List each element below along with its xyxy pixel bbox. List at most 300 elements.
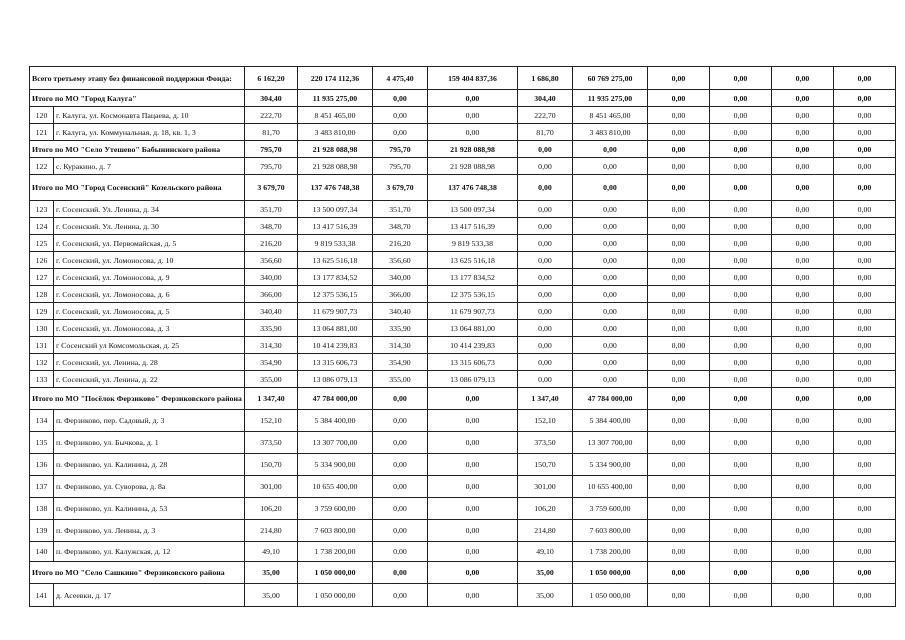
value-cell: 0,00 [710, 67, 772, 90]
value-cell: 47 784 000,00 [298, 388, 373, 410]
value-cell: 214,80 [245, 520, 298, 542]
value-cell: 304,40 [245, 90, 298, 107]
subtotal-label: Итого по МО "Город Калуга" [30, 90, 245, 107]
value-cell: 0,00 [648, 432, 710, 454]
value-cell: 795,70 [245, 141, 298, 158]
value-cell: 0,00 [710, 520, 772, 542]
row-number: 122 [30, 158, 54, 175]
row-number: 132 [30, 354, 54, 371]
value-cell: 0,00 [428, 410, 518, 432]
value-cell: 0,00 [772, 158, 834, 175]
value-cell: 356,60 [245, 252, 298, 269]
value-cell: 0,00 [373, 410, 428, 432]
value-cell: 0,00 [710, 388, 772, 410]
table-row [30, 124, 896, 141]
table-row [30, 286, 896, 303]
value-cell: 0,00 [834, 158, 896, 175]
value-cell: 0,00 [648, 252, 710, 269]
value-cell: 47 784 000,00 [573, 388, 648, 410]
value-cell: 0,00 [373, 584, 428, 607]
value-cell: 137 476 748,38 [428, 175, 518, 201]
value-cell: 0,00 [428, 498, 518, 520]
value-cell: 0,00 [373, 562, 428, 584]
value-cell: 0,00 [648, 158, 710, 175]
value-cell: 21 928 088,98 [298, 158, 373, 175]
value-cell: 0,00 [834, 235, 896, 252]
value-cell: 355,00 [373, 371, 428, 388]
address-cell: г. Сосенский, ул. Ленина, д. 28 [54, 354, 245, 371]
value-cell: 11 935 275,00 [573, 90, 648, 107]
value-cell: 0,00 [428, 90, 518, 107]
value-cell: 0,00 [834, 520, 896, 542]
value-cell: 0,00 [710, 498, 772, 520]
housing-program-table [29, 66, 896, 607]
address-cell: г. Сосенский, ул. Ломоносова, д. 10 [54, 252, 245, 269]
value-cell: 3 759 600,00 [298, 498, 373, 520]
value-cell: 0,00 [710, 584, 772, 607]
value-cell: 0,00 [648, 286, 710, 303]
value-cell: 0,00 [428, 454, 518, 476]
row-number: 130 [30, 320, 54, 337]
value-cell: 0,00 [772, 269, 834, 286]
value-cell: 21 928 088,98 [428, 141, 518, 158]
value-cell: 0,00 [834, 90, 896, 107]
value-cell: 0,00 [518, 235, 573, 252]
table-row [30, 337, 896, 354]
row-number: 139 [30, 520, 54, 542]
table-row [30, 269, 896, 286]
value-cell: 0,00 [518, 320, 573, 337]
value-cell: 0,00 [834, 107, 896, 124]
table-row [30, 476, 896, 498]
value-cell: 0,00 [573, 218, 648, 235]
value-cell: 0,00 [772, 303, 834, 320]
table-row [30, 201, 896, 218]
address-cell: г. Сосенский, ул. Ленина, д. 22 [54, 371, 245, 388]
row-number: 140 [30, 542, 54, 562]
value-cell: 301,00 [245, 476, 298, 498]
value-cell: 314,30 [373, 337, 428, 354]
value-cell: 0,00 [648, 269, 710, 286]
table-row [30, 354, 896, 371]
value-cell: 214,80 [518, 520, 573, 542]
value-cell: 0,00 [428, 107, 518, 124]
row-number: 127 [30, 269, 54, 286]
value-cell: 0,00 [648, 320, 710, 337]
value-cell: 1 050 000,00 [298, 584, 373, 607]
value-cell: 0,00 [710, 252, 772, 269]
value-cell: 0,00 [772, 235, 834, 252]
value-cell: 0,00 [710, 286, 772, 303]
value-cell: 314,30 [245, 337, 298, 354]
value-cell: 0,00 [648, 90, 710, 107]
value-cell: 373,50 [245, 432, 298, 454]
value-cell: 13 625 516,18 [298, 252, 373, 269]
value-cell: 0,00 [772, 90, 834, 107]
row-number: 124 [30, 218, 54, 235]
value-cell: 0,00 [834, 432, 896, 454]
value-cell: 81,70 [518, 124, 573, 141]
value-cell: 0,00 [772, 498, 834, 520]
value-cell: 0,00 [518, 141, 573, 158]
value-cell: 0,00 [648, 354, 710, 371]
value-cell: 0,00 [573, 320, 648, 337]
row-number: 125 [30, 235, 54, 252]
row-number: 134 [30, 410, 54, 432]
value-cell: 795,70 [373, 141, 428, 158]
value-cell: 340,40 [373, 303, 428, 320]
value-cell: 0,00 [648, 141, 710, 158]
row-number: 128 [30, 286, 54, 303]
value-cell: 0,00 [518, 286, 573, 303]
value-cell: 13 500 097,34 [428, 201, 518, 218]
table-row [30, 218, 896, 235]
value-cell: 0,00 [772, 201, 834, 218]
address-cell: г. Сосенский, ул. Ломоносова, д. 9 [54, 269, 245, 286]
row-number: 123 [30, 201, 54, 218]
table-row [30, 320, 896, 337]
value-cell: 8 451 465,00 [573, 107, 648, 124]
value-cell: 0,00 [710, 235, 772, 252]
value-cell: 81,70 [245, 124, 298, 141]
subtotal-label: Итого по МО "Село Сашкино" Ферзиковского района [30, 562, 245, 584]
value-cell: 0,00 [428, 542, 518, 562]
value-cell: 348,70 [373, 218, 428, 235]
value-cell: 0,00 [710, 410, 772, 432]
value-cell: 0,00 [710, 337, 772, 354]
value-cell: 0,00 [772, 584, 834, 607]
subtotal-row [30, 562, 896, 584]
value-cell: 0,00 [518, 303, 573, 320]
value-cell: 0,00 [428, 124, 518, 141]
value-cell: 0,00 [710, 562, 772, 584]
value-cell: 0,00 [648, 410, 710, 432]
value-cell: 12 375 536,15 [298, 286, 373, 303]
value-cell: 220 174 112,36 [298, 67, 373, 90]
value-cell: 35,00 [245, 562, 298, 584]
value-cell: 7 603 800,00 [573, 520, 648, 542]
value-cell: 0,00 [648, 67, 710, 90]
value-cell: 340,00 [373, 269, 428, 286]
subtotal-label: Итого по МО "Село Утешево" Бабынинского района [30, 141, 245, 158]
value-cell: 0,00 [834, 354, 896, 371]
address-cell: г. Калуга, ул. Коммунальная, д. 18, кв. 1, 3 [54, 124, 245, 141]
value-cell: 0,00 [573, 175, 648, 201]
row-number: 138 [30, 498, 54, 520]
value-cell: 0,00 [648, 542, 710, 562]
row-number: 137 [30, 476, 54, 498]
value-cell: 0,00 [573, 303, 648, 320]
value-cell: 3 679,70 [245, 175, 298, 201]
address-cell: п. Ферзиково, ул. Суворова, д. 8а [54, 476, 245, 498]
value-cell: 0,00 [648, 218, 710, 235]
value-cell: 0,00 [834, 498, 896, 520]
value-cell: 0,00 [573, 235, 648, 252]
value-cell: 216,20 [245, 235, 298, 252]
value-cell: 0,00 [518, 269, 573, 286]
value-cell: 3 483 810,00 [573, 124, 648, 141]
value-cell: 152,10 [245, 410, 298, 432]
value-cell: 0,00 [648, 562, 710, 584]
value-cell: 0,00 [834, 218, 896, 235]
value-cell: 0,00 [772, 542, 834, 562]
value-cell: 0,00 [710, 175, 772, 201]
value-cell: 0,00 [834, 542, 896, 562]
value-cell: 150,70 [245, 454, 298, 476]
value-cell: 8 451 465,00 [298, 107, 373, 124]
address-cell: г. Калуга, ул. Космонавта Пацаева, д. 10 [54, 107, 245, 124]
value-cell: 10 655 400,00 [298, 476, 373, 498]
value-cell: 0,00 [772, 141, 834, 158]
subtotal-label: Итого по МО "Город Сосенский" Козельского района [30, 175, 245, 201]
value-cell: 0,00 [518, 371, 573, 388]
value-cell: 0,00 [573, 286, 648, 303]
value-cell: 0,00 [373, 454, 428, 476]
value-cell: 1 686,80 [518, 67, 573, 90]
value-cell: 0,00 [373, 476, 428, 498]
value-cell: 0,00 [772, 337, 834, 354]
value-cell: 340,00 [245, 269, 298, 286]
row-number: 136 [30, 454, 54, 476]
row-number: 131 [30, 337, 54, 354]
value-cell: 351,70 [373, 201, 428, 218]
value-cell: 0,00 [772, 252, 834, 269]
address-cell: п. Ферзиково, ул. Калинина, д. 53 [54, 498, 245, 520]
value-cell: 35,00 [518, 584, 573, 607]
value-cell: 0,00 [710, 141, 772, 158]
value-cell: 35,00 [245, 584, 298, 607]
value-cell: 49,10 [518, 542, 573, 562]
value-cell: 0,00 [710, 201, 772, 218]
value-cell: 0,00 [710, 371, 772, 388]
value-cell: 0,00 [648, 520, 710, 542]
value-cell: 13 315 606,73 [428, 354, 518, 371]
value-cell: 13 307 700,00 [573, 432, 648, 454]
value-cell: 0,00 [772, 124, 834, 141]
value-cell: 0,00 [573, 269, 648, 286]
subtotal-row [30, 67, 896, 90]
value-cell: 222,70 [518, 107, 573, 124]
value-cell: 106,20 [518, 498, 573, 520]
value-cell: 0,00 [573, 371, 648, 388]
table-row [30, 252, 896, 269]
address-cell: г Сосенский ул Комсомольская, д. 25 [54, 337, 245, 354]
value-cell: 0,00 [710, 124, 772, 141]
address-cell: г. Сосенский. Ул. Ленина, д. 34 [54, 201, 245, 218]
value-cell: 335,90 [373, 320, 428, 337]
value-cell: 0,00 [710, 432, 772, 454]
value-cell: 1 738 200,00 [573, 542, 648, 562]
value-cell: 0,00 [772, 286, 834, 303]
row-number: 120 [30, 107, 54, 124]
table-row [30, 158, 896, 175]
value-cell: 0,00 [834, 175, 896, 201]
table-row [30, 303, 896, 320]
value-cell: 5 334 900,00 [573, 454, 648, 476]
value-cell: 0,00 [710, 476, 772, 498]
value-cell: 159 404 837,36 [428, 67, 518, 90]
value-cell: 0,00 [648, 454, 710, 476]
address-cell: п. Ферзиково, ул. Бычкова, д. 1 [54, 432, 245, 454]
address-cell: д. Асеевки, д. 17 [54, 584, 245, 607]
value-cell: 0,00 [373, 542, 428, 562]
value-cell: 0,00 [772, 320, 834, 337]
value-cell: 0,00 [772, 454, 834, 476]
value-cell: 0,00 [834, 141, 896, 158]
value-cell: 11 679 907,73 [428, 303, 518, 320]
value-cell: 7 603 800,00 [298, 520, 373, 542]
value-cell: 0,00 [648, 476, 710, 498]
value-cell: 49,10 [245, 542, 298, 562]
value-cell: 137 476 748,38 [298, 175, 373, 201]
value-cell: 0,00 [772, 371, 834, 388]
value-cell: 12 375 536,15 [428, 286, 518, 303]
housing-program-table-sheet [29, 66, 895, 607]
value-cell: 13 417 516,39 [428, 218, 518, 235]
value-cell: 0,00 [834, 124, 896, 141]
value-cell: 1 347,40 [518, 388, 573, 410]
value-cell: 4 475,40 [373, 67, 428, 90]
value-cell: 0,00 [710, 218, 772, 235]
value-cell: 0,00 [834, 303, 896, 320]
table-row [30, 454, 896, 476]
value-cell: 356,60 [373, 252, 428, 269]
value-cell: 13 064 881,00 [298, 320, 373, 337]
value-cell: 0,00 [772, 175, 834, 201]
subtotal-row [30, 90, 896, 107]
value-cell: 1 050 000,00 [298, 562, 373, 584]
value-cell: 304,40 [518, 90, 573, 107]
row-number: 129 [30, 303, 54, 320]
value-cell: 0,00 [834, 371, 896, 388]
value-cell: 9 819 533,38 [298, 235, 373, 252]
value-cell: 0,00 [648, 107, 710, 124]
table-row [30, 542, 896, 562]
value-cell: 0,00 [772, 410, 834, 432]
value-cell: 0,00 [710, 454, 772, 476]
value-cell: 0,00 [648, 175, 710, 201]
value-cell: 60 769 275,00 [573, 67, 648, 90]
value-cell: 0,00 [834, 388, 896, 410]
value-cell: 354,90 [245, 354, 298, 371]
value-cell: 0,00 [373, 388, 428, 410]
value-cell: 0,00 [834, 67, 896, 90]
address-cell: г. Сосенский, ул. Первомайская, д. 5 [54, 235, 245, 252]
value-cell: 0,00 [648, 124, 710, 141]
value-cell: 10 655 400,00 [573, 476, 648, 498]
value-cell: 0,00 [573, 141, 648, 158]
table-row [30, 235, 896, 252]
value-cell: 0,00 [834, 410, 896, 432]
value-cell: 0,00 [518, 158, 573, 175]
value-cell: 0,00 [518, 175, 573, 201]
value-cell: 351,70 [245, 201, 298, 218]
subtotal-label: Итого по МО "Посёлок Ферзиково" Ферзиковского района [30, 388, 245, 410]
value-cell: 11 935 275,00 [298, 90, 373, 107]
subtotal-row [30, 175, 896, 201]
value-cell: 0,00 [373, 498, 428, 520]
value-cell: 0,00 [710, 542, 772, 562]
table-row [30, 432, 896, 454]
table-row [30, 410, 896, 432]
value-cell: 0,00 [834, 201, 896, 218]
value-cell: 152,10 [518, 410, 573, 432]
address-cell: п. Ферзиково, ул. Калинина, д. 28 [54, 454, 245, 476]
address-cell: г. Сосенский. Ул. Ленина, д. 30 [54, 218, 245, 235]
value-cell: 106,20 [245, 498, 298, 520]
value-cell: 0,00 [772, 562, 834, 584]
value-cell: 0,00 [648, 388, 710, 410]
value-cell: 0,00 [573, 201, 648, 218]
value-cell: 216,20 [373, 235, 428, 252]
value-cell: 0,00 [648, 498, 710, 520]
value-cell: 0,00 [648, 371, 710, 388]
row-number: 121 [30, 124, 54, 141]
value-cell: 0,00 [648, 337, 710, 354]
value-cell: 366,00 [373, 286, 428, 303]
value-cell: 3 759 600,00 [573, 498, 648, 520]
table-row [30, 520, 896, 542]
value-cell: 0,00 [518, 354, 573, 371]
value-cell: 0,00 [834, 476, 896, 498]
value-cell: 1 050 000,00 [573, 584, 648, 607]
address-cell: п. Ферзиково, ул. Ленина, д. 3 [54, 520, 245, 542]
table-body [30, 67, 896, 607]
value-cell: 355,00 [245, 371, 298, 388]
value-cell: 335,90 [245, 320, 298, 337]
value-cell: 10 414 239,83 [298, 337, 373, 354]
value-cell: 348,70 [245, 218, 298, 235]
value-cell: 0,00 [710, 354, 772, 371]
value-cell: 13 307 700,00 [298, 432, 373, 454]
value-cell: 0,00 [373, 107, 428, 124]
value-cell: 21 928 088,98 [428, 158, 518, 175]
value-cell: 1 738 200,00 [298, 542, 373, 562]
value-cell: 0,00 [648, 303, 710, 320]
value-cell: 0,00 [648, 235, 710, 252]
subtotal-label: Всего третьему этапу без финансовой поддержки Фонда: [30, 67, 245, 90]
value-cell: 3 483 810,00 [298, 124, 373, 141]
value-cell: 0,00 [428, 476, 518, 498]
value-cell: 0,00 [373, 520, 428, 542]
value-cell: 13 177 834,52 [298, 269, 373, 286]
value-cell: 0,00 [834, 269, 896, 286]
value-cell: 0,00 [518, 201, 573, 218]
value-cell: 0,00 [710, 303, 772, 320]
row-number: 141 [30, 584, 54, 607]
value-cell: 0,00 [772, 218, 834, 235]
address-cell: п. Ферзиково, ул. Калужская, д. 12 [54, 542, 245, 562]
value-cell: 11 679 907,73 [298, 303, 373, 320]
value-cell: 0,00 [648, 201, 710, 218]
value-cell: 222,70 [245, 107, 298, 124]
value-cell: 0,00 [573, 354, 648, 371]
value-cell: 0,00 [710, 320, 772, 337]
value-cell: 35,00 [518, 562, 573, 584]
value-cell: 0,00 [834, 562, 896, 584]
value-cell: 795,70 [245, 158, 298, 175]
value-cell: 0,00 [710, 107, 772, 124]
subtotal-row [30, 141, 896, 158]
value-cell: 5 334 900,00 [298, 454, 373, 476]
value-cell: 0,00 [518, 218, 573, 235]
value-cell: 0,00 [710, 90, 772, 107]
value-cell: 340,40 [245, 303, 298, 320]
row-number: 135 [30, 432, 54, 454]
value-cell: 0,00 [428, 388, 518, 410]
value-cell: 0,00 [834, 286, 896, 303]
table-row [30, 584, 896, 607]
